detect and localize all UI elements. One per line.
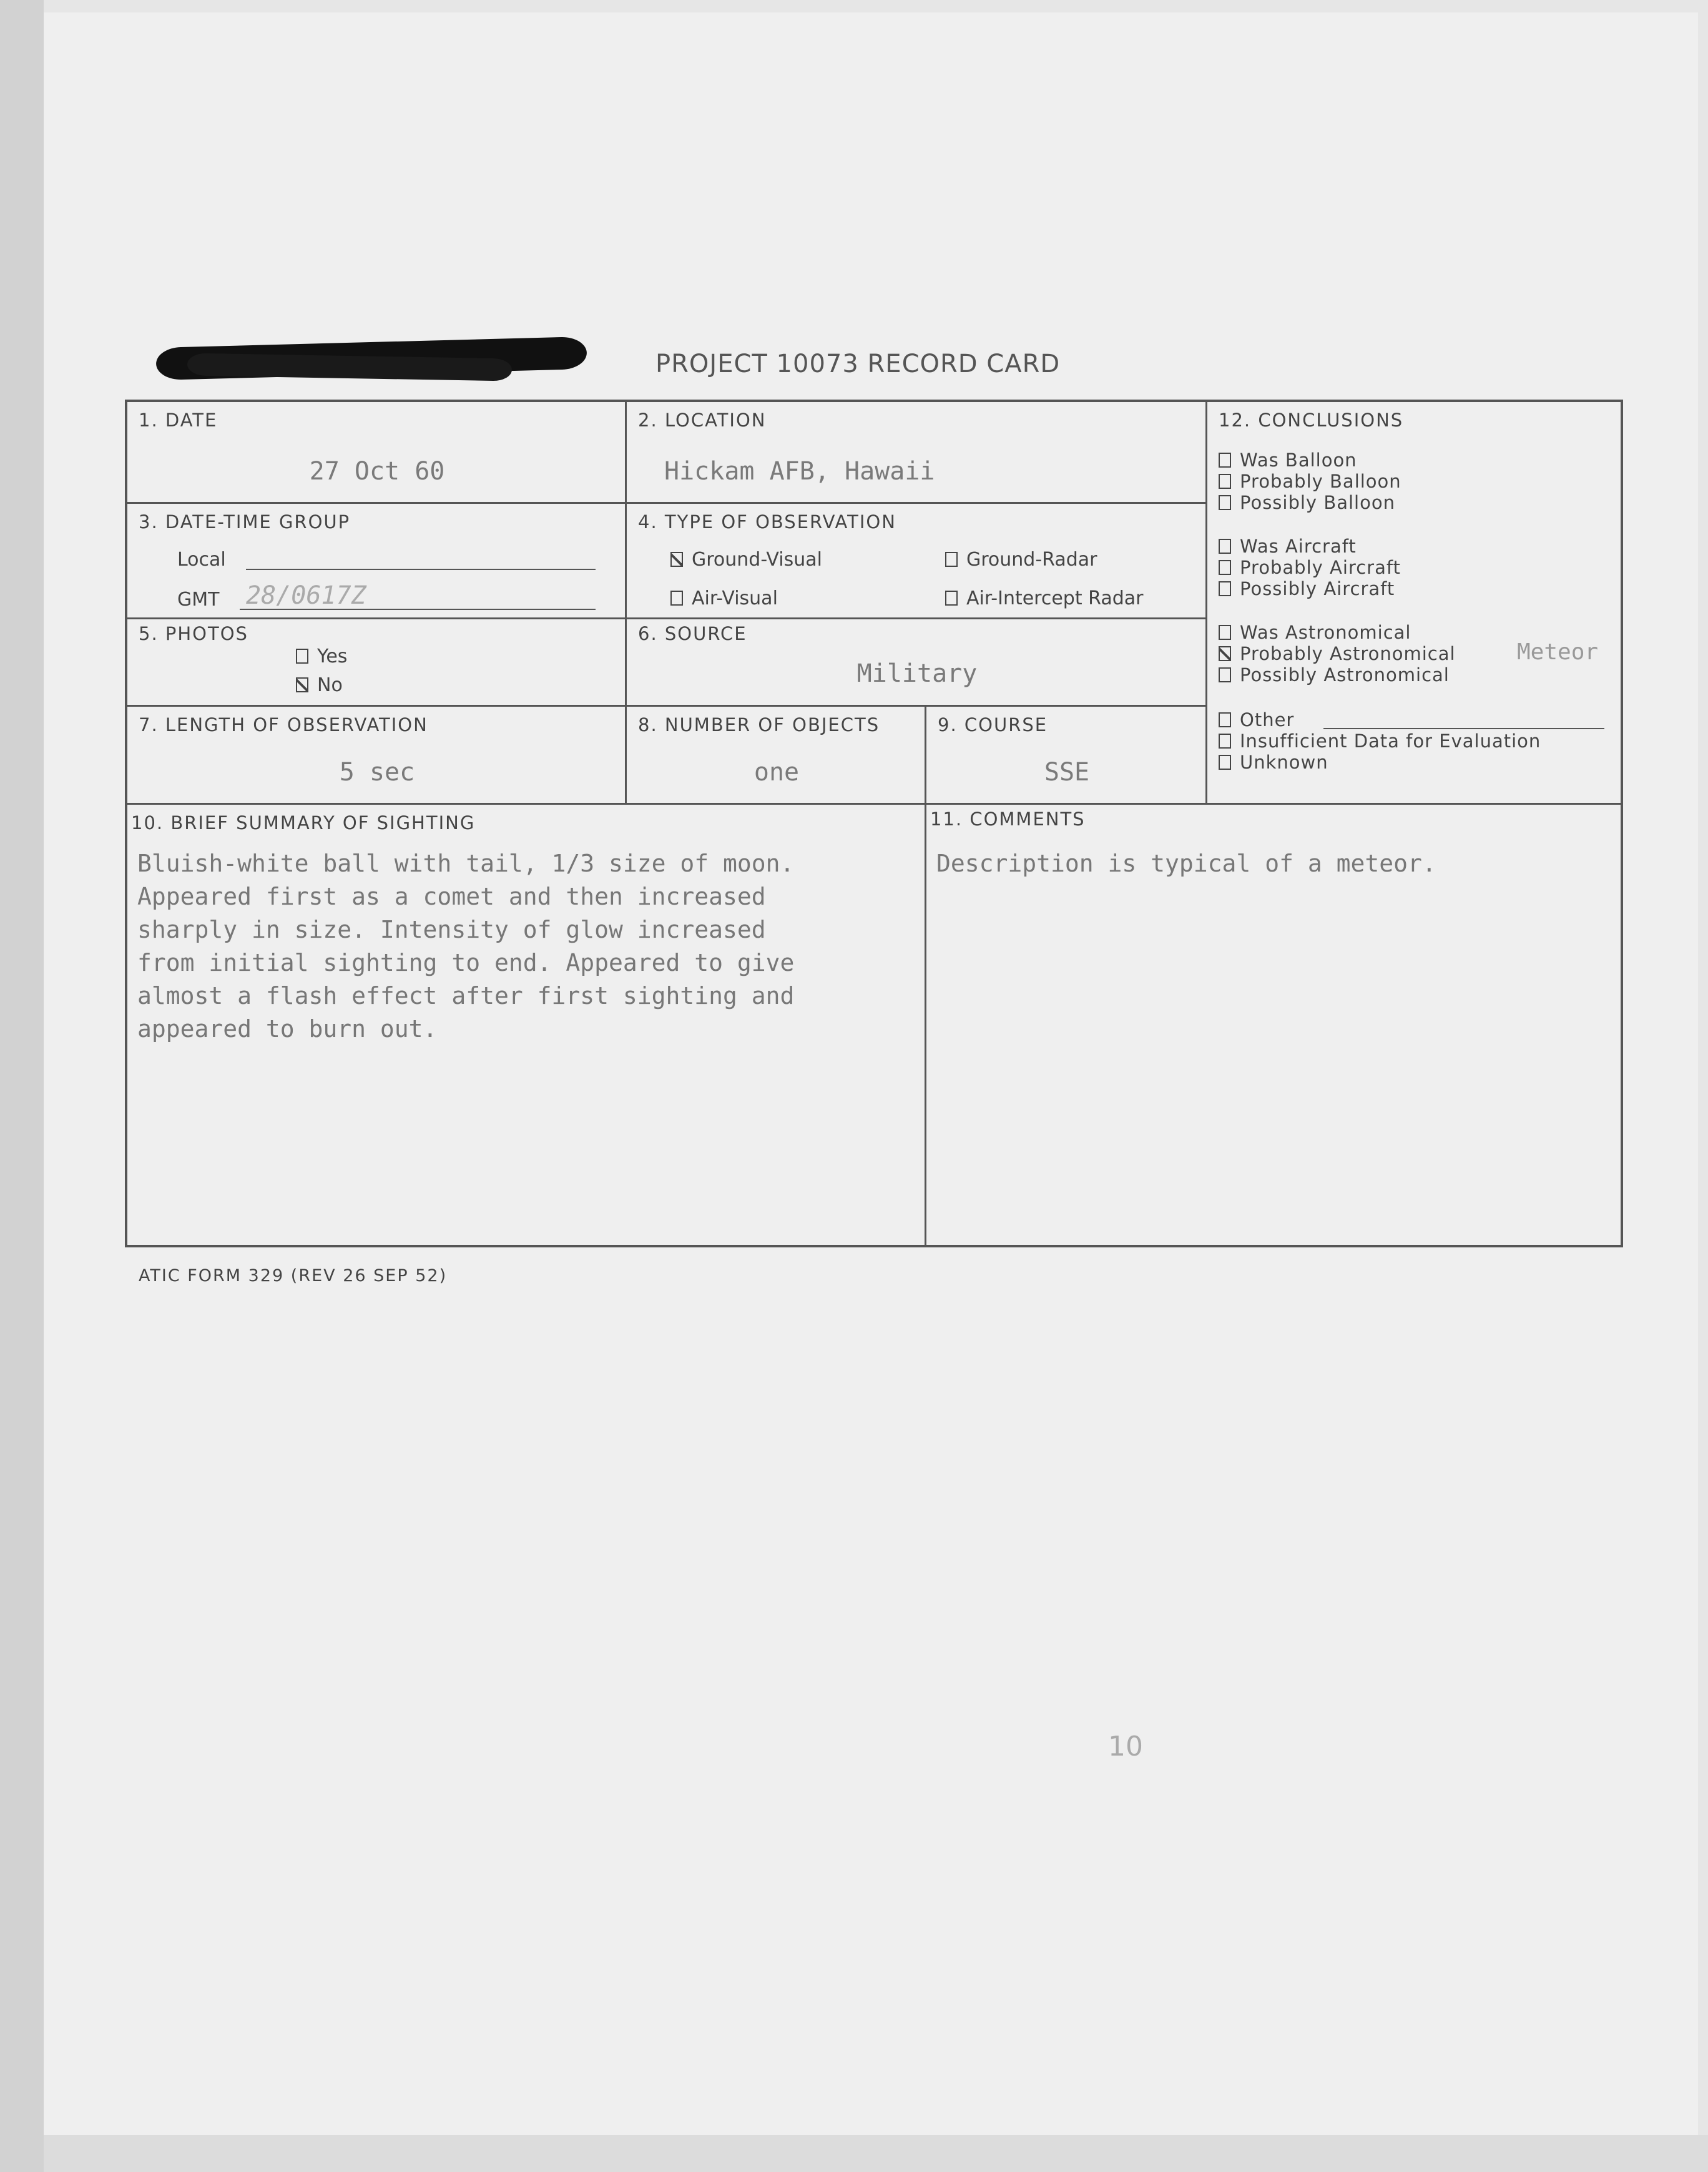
location-cell <box>627 402 1207 504</box>
checkbox-icon <box>945 591 958 606</box>
date-label: 1. DATE <box>139 410 218 431</box>
checkbox-icon <box>670 591 683 606</box>
form-identifier: ATIC FORM 329 (REV 26 SEP 52) <box>139 1266 448 1285</box>
other-blank-line <box>1323 728 1604 729</box>
air-intercept-radar-option: Air-Intercept Radar <box>945 587 1143 609</box>
conclusions-cell <box>1207 402 1623 805</box>
photos-yes-option: Yes <box>296 646 347 667</box>
conclusion-unknown: Unknown <box>1219 752 1328 773</box>
checkbox-icon <box>1219 539 1231 554</box>
conclusion-possibly-aircraft: Possibly Aircraft <box>1219 578 1395 599</box>
summary-cell <box>127 805 926 1245</box>
conclusions-label: 12. CONCLUSIONS <box>1219 410 1404 431</box>
gmt-label: GMT <box>177 589 220 611</box>
summary-label: 10. BRIEF SUMMARY OF SIGHTING <box>131 812 476 833</box>
checkbox-icon <box>1219 625 1231 640</box>
ground-radar-option: Ground-Radar <box>945 549 1097 571</box>
checkbox-icon <box>296 649 308 664</box>
date-cell <box>127 402 627 504</box>
source-cell <box>627 619 1207 707</box>
summary-text: Bluish-white ball with tail, 1/3 size of moon. Appeared first as a comet and then increased sharply in size. Intensity of glow increased from initial sighting to end. Appeared to give almost a flash effect after first sighting and appeared to burn out. <box>137 850 795 1043</box>
photos-no-option: No <box>296 674 343 696</box>
checkbox-icon <box>1219 474 1231 489</box>
comments-cell <box>926 805 1623 1245</box>
ground-visual-option: Ground-Visual <box>670 549 822 571</box>
conclusion-probably-astronomical: Probably Astronomical <box>1219 643 1456 664</box>
conclusion-possibly-astronomical: Possibly Astronomical <box>1219 664 1450 686</box>
objects-value: one <box>753 758 800 787</box>
photos-label: 5. PHOTOS <box>139 623 248 644</box>
record-card <box>125 400 1623 1247</box>
source-label: 6. SOURCE <box>638 623 747 644</box>
observation-type-cell <box>627 504 1207 619</box>
checkbox-icon <box>1219 667 1231 682</box>
air-visual-option: Air-Visual <box>670 587 778 609</box>
checkbox-icon <box>1219 495 1231 510</box>
comments-text: Description is typical of a meteor. <box>936 850 1436 877</box>
local-label: Local <box>177 549 226 571</box>
source-value: Military <box>856 659 978 688</box>
conclusion-was-balloon: Was Balloon <box>1219 450 1357 471</box>
course-label: 9. COURSE <box>938 714 1048 735</box>
comments-label: 11. COMMENTS <box>930 808 1086 830</box>
local-blank-line <box>246 569 596 570</box>
gmt-value: 28/0617Z <box>246 581 366 610</box>
conclusion-insufficient-data: Insufficient Data for Evaluation <box>1219 730 1541 752</box>
checkbox-icon <box>1219 734 1231 749</box>
location-value: Hickam AFB, Hawaii <box>664 457 935 486</box>
photos-cell <box>127 619 627 707</box>
checkbox-icon <box>1219 755 1231 770</box>
checkbox-icon <box>1219 581 1231 596</box>
objects-label: 8. NUMBER OF OBJECTS <box>638 714 880 735</box>
length-label: 7. LENGTH OF OBSERVATION <box>139 714 428 735</box>
conclusion-was-aircraft: Was Aircraft <box>1219 536 1357 557</box>
checkbox-icon <box>1219 712 1231 727</box>
course-value: SSE <box>1044 758 1090 787</box>
date-time-group-cell <box>127 504 627 619</box>
conclusion-probably-aircraft: Probably Aircraft <box>1219 557 1401 578</box>
length-cell <box>127 707 627 805</box>
meteor-annotation: Meteor <box>1517 639 1599 665</box>
observation-type-label: 4. TYPE OF OBSERVATION <box>638 511 896 533</box>
checkbox-icon <box>945 552 958 567</box>
date-time-group-label: 3. DATE-TIME GROUP <box>139 511 351 533</box>
checked-checkbox-icon <box>1219 646 1231 661</box>
location-label: 2. LOCATION <box>638 410 767 431</box>
checkbox-icon <box>1219 453 1231 468</box>
date-value: 27 Oct 60 <box>309 457 445 486</box>
scan-bottom-shadow <box>44 2135 1708 2172</box>
conclusion-other: Other <box>1219 709 1294 730</box>
gmt-blank-line <box>240 609 596 610</box>
card-title: PROJECT 10073 RECORD CARD <box>655 350 1061 378</box>
conclusion-was-astronomical: Was Astronomical <box>1219 622 1411 643</box>
checkbox-icon <box>1219 560 1231 575</box>
scan-edge-shadow <box>0 0 44 2172</box>
page-number: 10 <box>1108 1731 1143 1762</box>
checked-checkbox-icon <box>670 552 683 567</box>
conclusion-probably-balloon: Probably Balloon <box>1219 471 1401 492</box>
checked-checkbox-icon <box>296 677 308 692</box>
length-value: 5 sec <box>339 758 415 787</box>
conclusion-possibly-balloon: Possibly Balloon <box>1219 492 1395 513</box>
objects-cell <box>627 707 926 805</box>
course-cell <box>926 707 1207 805</box>
